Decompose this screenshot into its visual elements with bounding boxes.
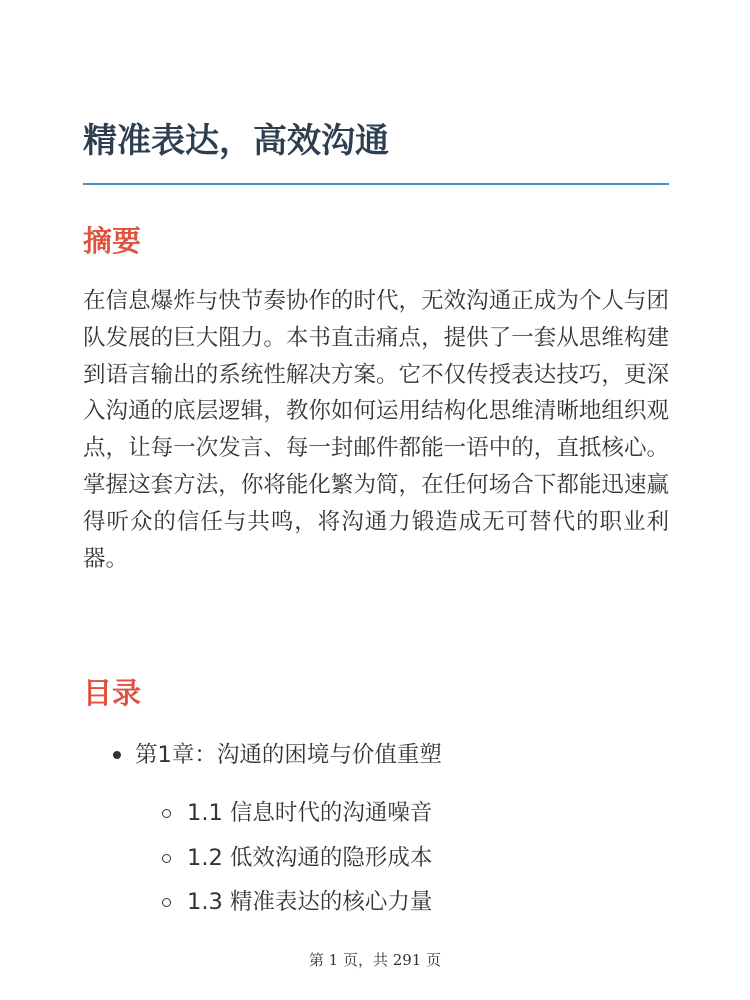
- title-divider: [83, 183, 669, 185]
- toc-chapter-label: 第1章：沟通的困境与价值重塑: [135, 742, 442, 768]
- toc-heading: 目录: [83, 676, 142, 710]
- toc-chapter-1: [113, 737, 442, 773]
- toc-section-1-3: [162, 884, 432, 920]
- toc-section-label: 1.1 信息时代的沟通噪音: [187, 800, 433, 826]
- abstract-heading: 摘要: [83, 224, 142, 258]
- bullet-circle-icon: [162, 809, 171, 818]
- bullet-circle-icon: [162, 854, 171, 863]
- toc-section-1-2: [162, 840, 432, 876]
- toc-section-label: 1.2 低效沟通的隐形成本: [187, 845, 433, 871]
- page-number-footer: 第 1 页，共 291 页: [308, 951, 442, 969]
- document-title: 精准表达，高效沟通: [83, 121, 389, 161]
- toc-section-1-1: [162, 795, 432, 831]
- toc-section-label: 1.3 精准表达的核心力量: [187, 889, 433, 915]
- abstract-paragraph: 在信息爆炸与快节奏协作的时代，无效沟通正成为个人与团队发展的巨大阻力。本书直击痛点，提供了一套从思维构建到语言输出的系统性解决方案。它不仅传授表达技巧，更深入沟通的底层逻辑，教你如何运用结构化思维清晰地组织观点，让每一次发言、每一封邮件都能一语中的，直抵核心。掌握这套方法，你将能化繁为简，在任何场合下都能迅速赢得听众的信任与共鸣，将沟通力锻造成无可替代的职业利器。: [83, 288, 669, 572]
- bullet-circle-icon: [162, 898, 171, 907]
- bullet-dot-icon: [113, 751, 121, 759]
